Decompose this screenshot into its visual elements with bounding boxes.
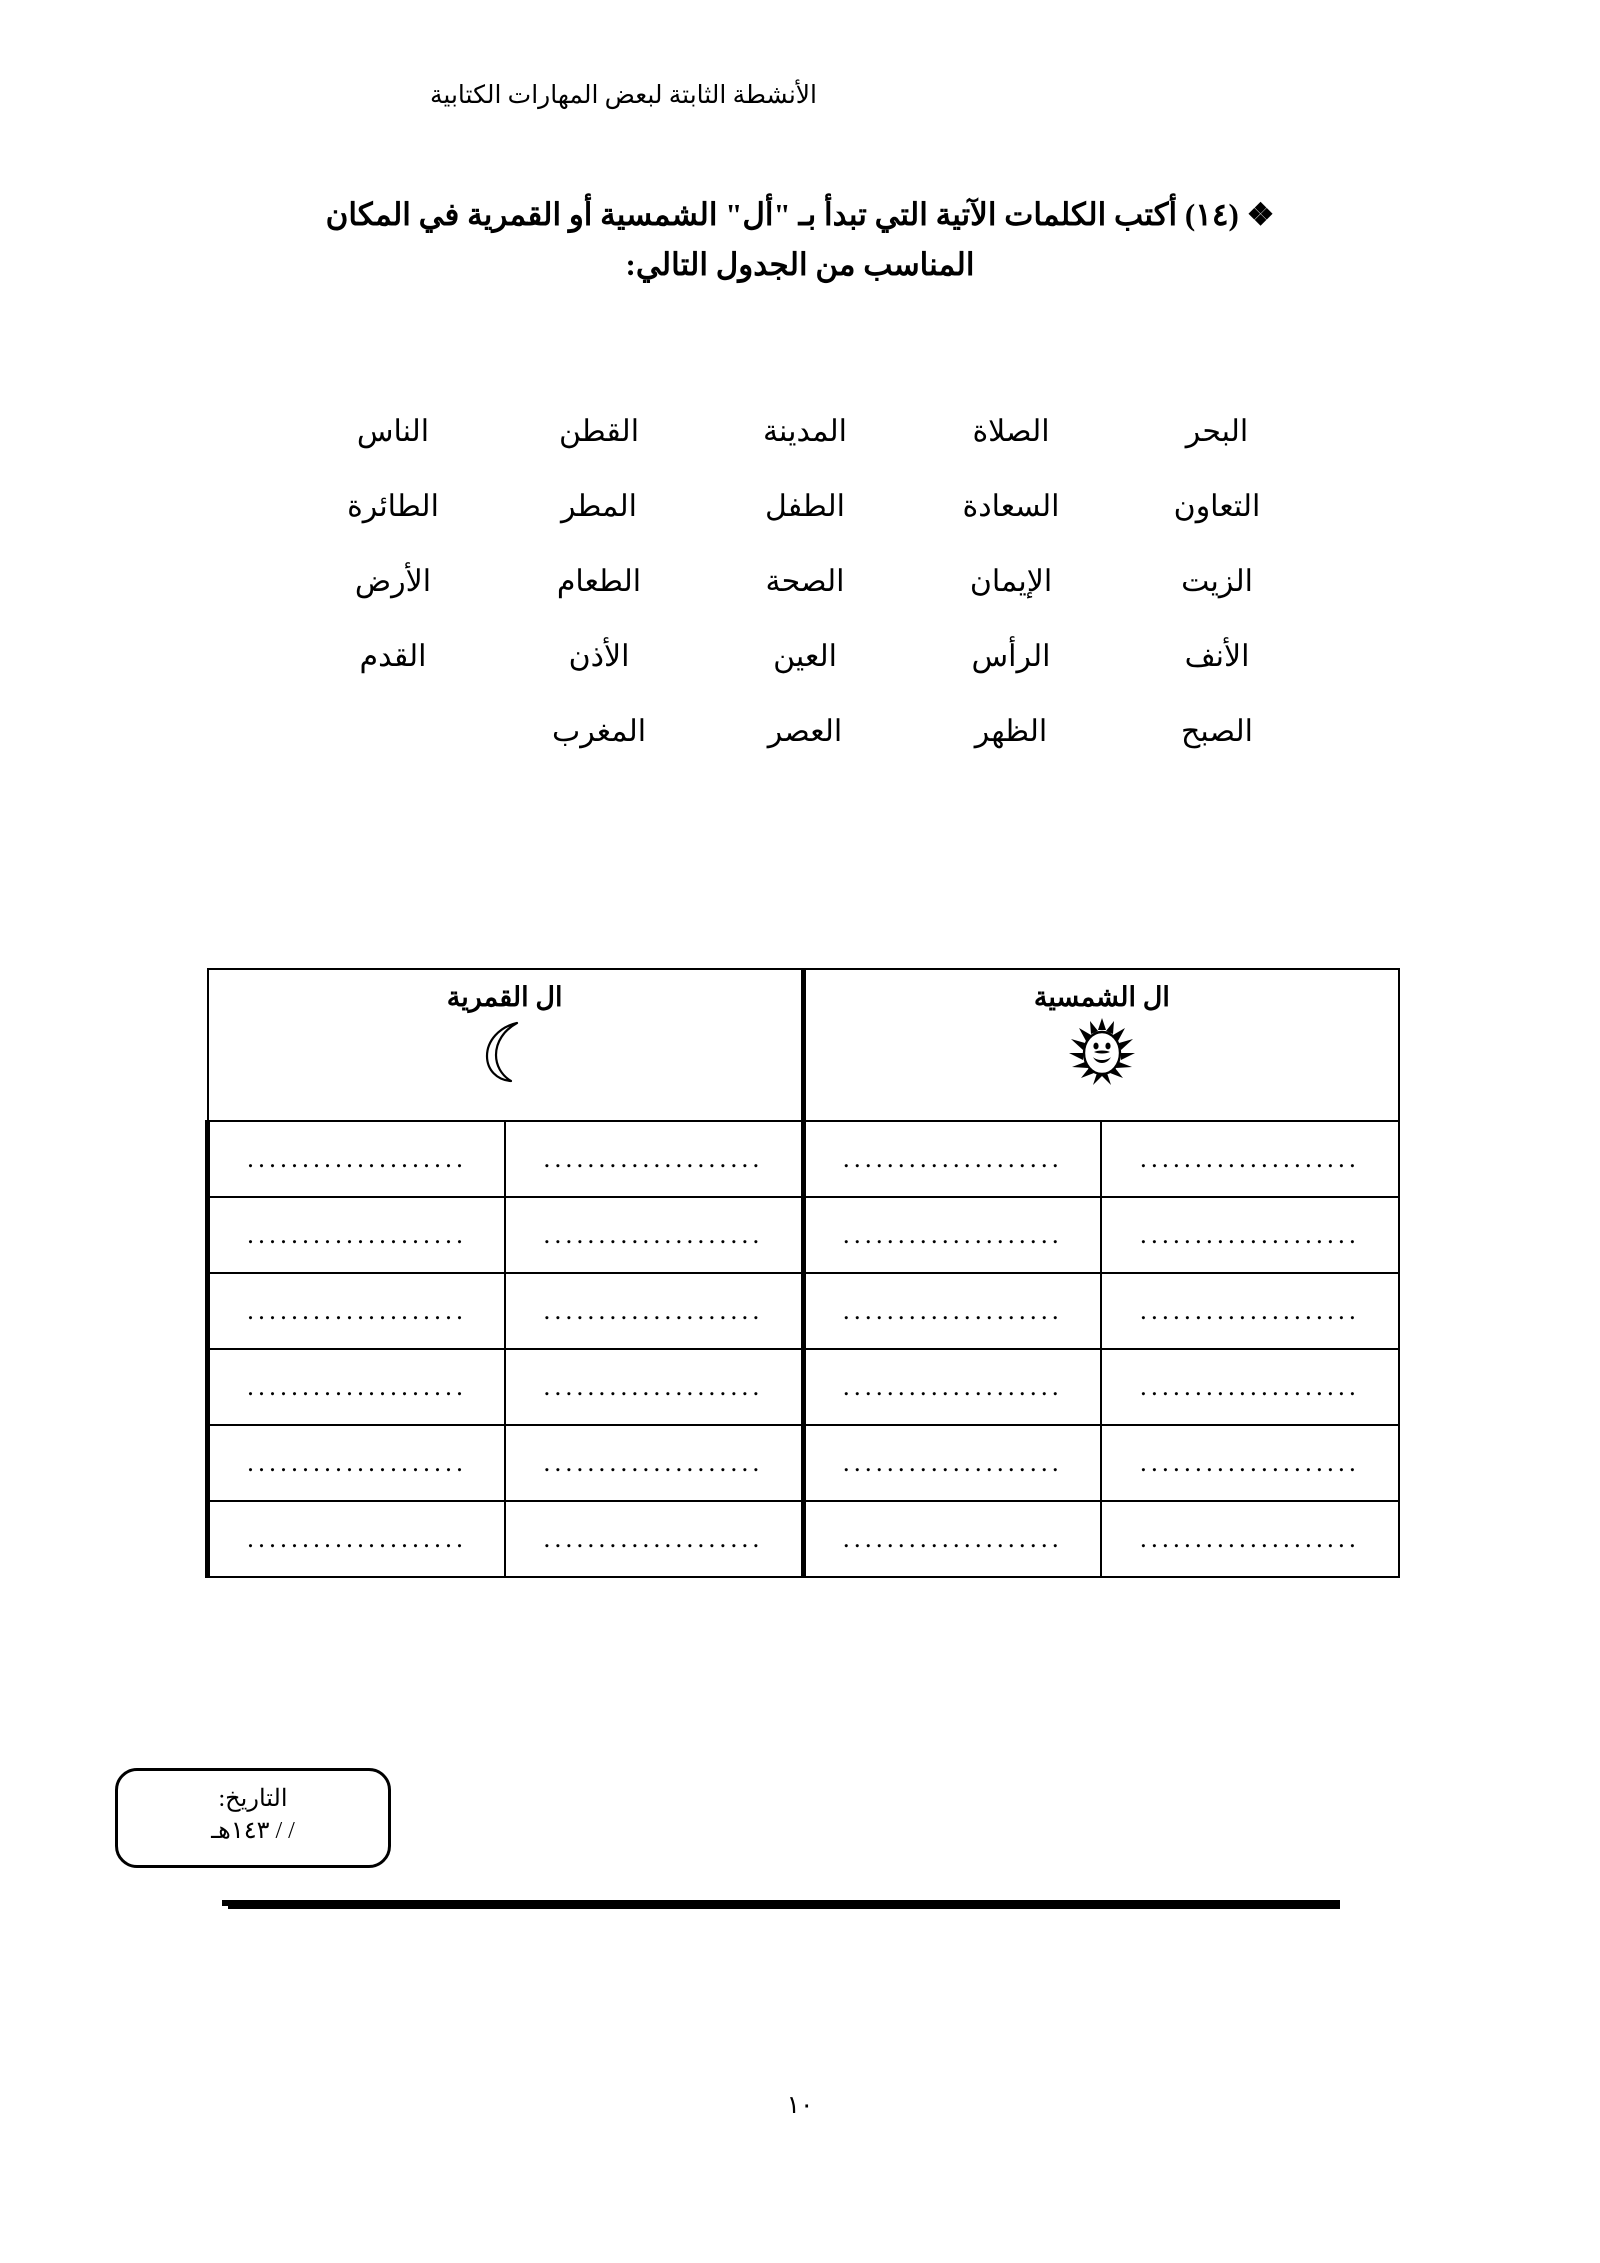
answer-cell[interactable] [208,1121,506,1197]
blank-dots: .................... [842,1448,1063,1477]
answer-cell[interactable] [505,1273,803,1349]
word-item: المدينة [762,415,848,448]
date-value: / / ١٤٣هـ [211,1818,295,1845]
answer-cell[interactable] [803,1349,1101,1425]
answer-cell[interactable] [208,1349,506,1425]
crescent-moon-icon [209,1017,801,1087]
blank-dots: .................... [247,1296,468,1325]
answer-cell[interactable] [505,1121,803,1197]
blank-dots: .................... [247,1448,468,1477]
blank-dots: .................... [1140,1524,1361,1553]
table-row [208,1501,1400,1577]
answer-cell[interactable] [1101,1349,1399,1425]
header-cell-qamariyya [208,969,804,1121]
sun-icon [806,1017,1398,1087]
answer-table-header-row [208,969,1400,1121]
word-item: الأرض [354,565,432,598]
answer-cell[interactable] [1101,1121,1399,1197]
word-item: السعادة [962,490,1060,523]
instruction-text: ❖ (١٤) أكتب الكلمات الآتية التي تبدأ بـ "أل" الشمسية أو القمرية في المكان المناسب من الجدول التالي: [325,197,1275,283]
answer-cell[interactable] [1101,1501,1399,1577]
answer-cell[interactable] [803,1425,1101,1501]
answer-cell[interactable] [803,1197,1101,1273]
blank-dots: .................... [842,1372,1063,1401]
blank-dots: .................... [543,1296,764,1325]
header-cell-shamsiyya [803,969,1399,1121]
word-item: الناس [356,415,430,448]
word-item: الأذن [568,640,630,673]
word-item: الصبح [1181,715,1253,748]
blank-dots: .................... [543,1448,764,1477]
answer-table [205,968,1400,1578]
word-item: الصحة [765,565,845,598]
word-item: الأنف [1184,640,1250,673]
answer-cell[interactable] [505,1349,803,1425]
word-item: الطائرة [347,490,439,523]
answer-cell[interactable] [803,1273,1101,1349]
answer-cell[interactable] [803,1121,1101,1197]
word-bank-row [290,715,1320,790]
table-row [208,1273,1400,1349]
page-number: ١٠ [786,2092,814,2119]
word-item: الطفل [765,490,845,523]
word-item: الظهر [974,715,1048,748]
word-bank-row [290,415,1320,490]
answer-cell[interactable] [505,1501,803,1577]
blank-dots: .................... [842,1220,1063,1249]
word-item: الرأس [971,640,1051,673]
blank-dots: .................... [1140,1296,1361,1325]
word-item: المغرب [551,715,647,748]
blank-dots: .................... [1140,1220,1361,1249]
date-label: التاريخ: [218,1786,288,1812]
blank-dots: .................... [842,1296,1063,1325]
instruction-block [300,190,1300,290]
word-item: البحر [1185,415,1249,448]
answer-cell[interactable] [208,1197,506,1273]
blank-dots: .................... [1140,1144,1361,1173]
blank-dots: .................... [1140,1372,1361,1401]
word-item: التعاون [1173,490,1261,523]
blank-dots: .................... [247,1220,468,1249]
answer-cell[interactable] [1101,1197,1399,1273]
blank-dots: .................... [1140,1448,1361,1477]
word-item: العصر [767,715,843,748]
word-item: المطر [561,490,637,523]
word-bank [290,415,1320,790]
blank-dots: .................... [543,1144,764,1173]
blank-dots: .................... [543,1372,764,1401]
blank-dots: .................... [543,1220,764,1249]
answer-cell[interactable] [803,1501,1101,1577]
answer-cell[interactable] [505,1425,803,1501]
running-header: الأنشطة الثابتة لبعض المهارات الكتابية [430,82,817,109]
blank-dots: .................... [842,1524,1063,1553]
blank-dots: .................... [247,1372,468,1401]
word-item: العين [773,640,837,673]
word-item: الإيمان [969,565,1053,598]
table-row [208,1121,1400,1197]
word-bank-row [290,490,1320,565]
blank-dots: .................... [247,1524,468,1553]
footer-divider-shadow [228,1906,1340,1909]
word-item: الزيت [1181,565,1253,598]
table-row [208,1197,1400,1273]
word-bank-row [290,640,1320,715]
word-item: القدم [359,640,427,673]
word-item: الطعام [556,565,642,598]
word-item: القطن [558,415,640,448]
answer-cell[interactable] [1101,1273,1399,1349]
header-label-qamariyya: ال القمرية [446,982,563,1012]
word-item: الصلاة [972,415,1050,448]
answer-cell[interactable] [208,1273,506,1349]
table-row [208,1349,1400,1425]
answer-cell[interactable] [208,1501,506,1577]
answer-cell[interactable] [505,1197,803,1273]
answer-cell[interactable] [1101,1425,1399,1501]
blank-dots: .................... [543,1524,764,1553]
table-row [208,1425,1400,1501]
word-bank-row [290,565,1320,640]
blank-dots: .................... [842,1144,1063,1173]
answer-cell[interactable] [208,1425,506,1501]
answer-table-wrapper [205,968,1400,1578]
date-box[interactable] [115,1768,391,1868]
blank-dots: .................... [247,1144,468,1173]
header-label-shamsiyya: ال الشمسية [1033,982,1170,1012]
